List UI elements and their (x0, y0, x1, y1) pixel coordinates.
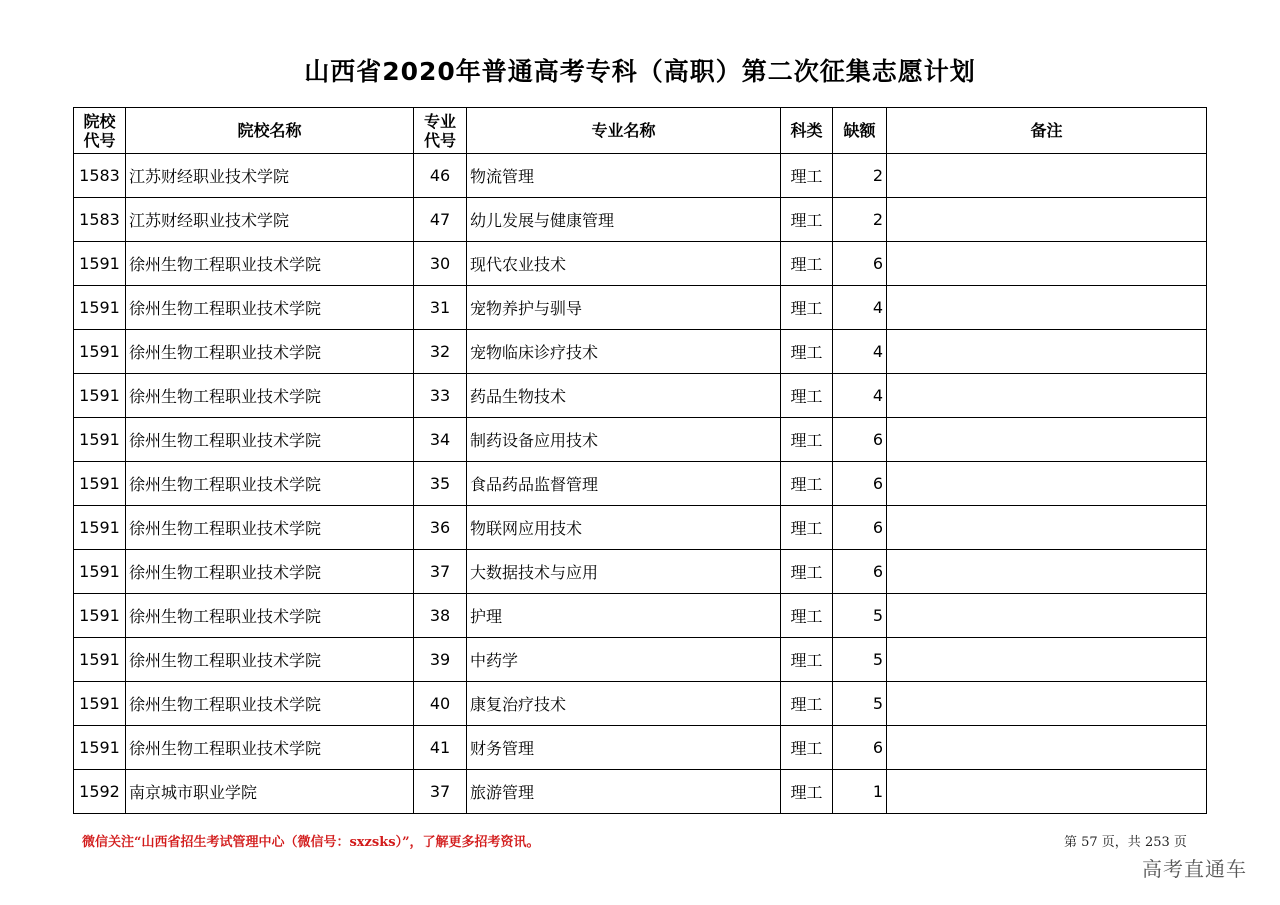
cell-school-name: 徐州生物工程职业技术学院 (126, 726, 414, 770)
cell-major-name: 药品生物技术 (467, 374, 781, 418)
page-title: 山西省2020年普通高考专科（高职）第二次征集志愿计划 (304, 57, 976, 86)
cell-quota: 6 (833, 242, 887, 286)
table-row (74, 638, 1207, 682)
cell-major-code: 46 (414, 154, 467, 198)
cell-remarks (887, 418, 1207, 462)
cell-quota: 2 (833, 154, 887, 198)
cell-school-name: 徐州生物工程职业技术学院 (126, 594, 414, 638)
cell-major-code: 37 (414, 770, 467, 814)
cell-major-name: 护理 (467, 594, 781, 638)
page-info: 第 57 页，共 253 页 (1064, 835, 1187, 850)
cell-remarks (887, 638, 1207, 682)
cell-school-name: 徐州生物工程职业技术学院 (126, 330, 414, 374)
cell-major-name: 大数据技术与应用 (467, 550, 781, 594)
cell-major-code: 34 (414, 418, 467, 462)
cell-quota: 5 (833, 682, 887, 726)
table-row (74, 506, 1207, 550)
cell-category: 理工 (781, 462, 833, 506)
cell-school-name: 徐州生物工程职业技术学院 (126, 242, 414, 286)
cell-major-name: 物流管理 (467, 154, 781, 198)
cell-major-name: 宠物养护与驯导 (467, 286, 781, 330)
table-row (74, 462, 1207, 506)
cell-category: 理工 (781, 330, 833, 374)
cell-school-name: 江苏财经职业技术学院 (126, 198, 414, 242)
cell-school-name: 徐州生物工程职业技术学院 (126, 462, 414, 506)
cell-remarks (887, 770, 1207, 814)
cell-remarks (887, 286, 1207, 330)
header-school-code: 院校 代号 (74, 108, 126, 154)
cell-remarks (887, 682, 1207, 726)
cell-quota: 1 (833, 770, 887, 814)
cell-category: 理工 (781, 506, 833, 550)
cell-remarks (887, 506, 1207, 550)
cell-school-code: 1583 (74, 154, 126, 198)
cell-quota: 4 (833, 374, 887, 418)
header-school-name: 院校名称 (126, 108, 414, 154)
cell-major-name: 财务管理 (467, 726, 781, 770)
cell-category: 理工 (781, 594, 833, 638)
cell-school-name: 徐州生物工程职业技术学院 (126, 550, 414, 594)
cell-remarks (887, 198, 1207, 242)
cell-major-name: 中药学 (467, 638, 781, 682)
cell-school-code: 1592 (74, 770, 126, 814)
cell-quota: 4 (833, 286, 887, 330)
cell-remarks (887, 374, 1207, 418)
cell-school-name: 南京城市职业学院 (126, 770, 414, 814)
cell-major-code: 39 (414, 638, 467, 682)
cell-major-name: 物联网应用技术 (467, 506, 781, 550)
cell-major-name: 康复治疗技术 (467, 682, 781, 726)
cell-quota: 2 (833, 198, 887, 242)
table-row (74, 330, 1207, 374)
cell-major-code: 33 (414, 374, 467, 418)
cell-school-code: 1583 (74, 198, 126, 242)
cell-major-name: 制药设备应用技术 (467, 418, 781, 462)
cell-category: 理工 (781, 154, 833, 198)
cell-major-code: 40 (414, 682, 467, 726)
cell-school-code: 1591 (74, 330, 126, 374)
cell-school-name: 徐州生物工程职业技术学院 (126, 682, 414, 726)
cell-major-name: 食品药品监督管理 (467, 462, 781, 506)
cell-category: 理工 (781, 198, 833, 242)
cell-quota: 6 (833, 506, 887, 550)
cell-remarks (887, 154, 1207, 198)
cell-school-code: 1591 (74, 506, 126, 550)
cell-quota: 6 (833, 462, 887, 506)
cell-school-code: 1591 (74, 682, 126, 726)
table-row (74, 594, 1207, 638)
cell-remarks (887, 330, 1207, 374)
cell-school-name: 徐州生物工程职业技术学院 (126, 374, 414, 418)
plan-table (73, 107, 1207, 814)
cell-category: 理工 (781, 726, 833, 770)
cell-remarks (887, 550, 1207, 594)
table-row (74, 770, 1207, 814)
cell-school-code: 1591 (74, 550, 126, 594)
cell-category: 理工 (781, 638, 833, 682)
cell-school-code: 1591 (74, 242, 126, 286)
cell-school-code: 1591 (74, 374, 126, 418)
table-row (74, 286, 1207, 330)
header-category: 科类 (781, 108, 833, 154)
header-major-name: 专业名称 (467, 108, 781, 154)
cell-major-code: 47 (414, 198, 467, 242)
cell-school-code: 1591 (74, 462, 126, 506)
cell-category: 理工 (781, 242, 833, 286)
cell-remarks (887, 242, 1207, 286)
cell-quota: 6 (833, 418, 887, 462)
cell-category: 理工 (781, 770, 833, 814)
cell-school-code: 1591 (74, 726, 126, 770)
cell-category: 理工 (781, 374, 833, 418)
cell-school-code: 1591 (74, 594, 126, 638)
cell-school-name: 徐州生物工程职业技术学院 (126, 638, 414, 682)
cell-school-name: 徐州生物工程职业技术学院 (126, 286, 414, 330)
table-row (74, 374, 1207, 418)
cell-quota: 5 (833, 638, 887, 682)
footer-note: 微信关注“山西省招生考试管理中心（微信号：sxzsks）”，了解更多招考资讯。 (82, 835, 540, 850)
cell-remarks (887, 726, 1207, 770)
table-body (74, 154, 1207, 814)
cell-major-code: 30 (414, 242, 467, 286)
cell-category: 理工 (781, 682, 833, 726)
cell-major-code: 31 (414, 286, 467, 330)
cell-remarks (887, 594, 1207, 638)
cell-quota: 4 (833, 330, 887, 374)
cell-quota: 5 (833, 594, 887, 638)
table-row (74, 682, 1207, 726)
cell-school-name: 徐州生物工程职业技术学院 (126, 418, 414, 462)
table-row (74, 242, 1207, 286)
cell-major-code: 35 (414, 462, 467, 506)
table-row (74, 198, 1207, 242)
cell-major-name: 幼儿发展与健康管理 (467, 198, 781, 242)
cell-major-name: 旅游管理 (467, 770, 781, 814)
cell-remarks (887, 462, 1207, 506)
cell-major-code: 32 (414, 330, 467, 374)
table-header-row (74, 108, 1207, 154)
cell-school-code: 1591 (74, 286, 126, 330)
table-row (74, 550, 1207, 594)
cell-major-code: 37 (414, 550, 467, 594)
watermark: 高考直通车 (1142, 857, 1247, 881)
cell-category: 理工 (781, 550, 833, 594)
cell-school-code: 1591 (74, 638, 126, 682)
cell-major-name: 宠物临床诊疗技术 (467, 330, 781, 374)
table-row (74, 154, 1207, 198)
cell-major-code: 41 (414, 726, 467, 770)
cell-quota: 6 (833, 726, 887, 770)
table-row (74, 418, 1207, 462)
header-major-code: 专业 代号 (414, 108, 467, 154)
cell-quota: 6 (833, 550, 887, 594)
cell-major-code: 36 (414, 506, 467, 550)
cell-category: 理工 (781, 418, 833, 462)
cell-school-name: 徐州生物工程职业技术学院 (126, 506, 414, 550)
table-row (74, 726, 1207, 770)
cell-major-code: 38 (414, 594, 467, 638)
header-remarks: 备注 (887, 108, 1207, 154)
cell-school-name: 江苏财经职业技术学院 (126, 154, 414, 198)
cell-category: 理工 (781, 286, 833, 330)
cell-major-name: 现代农业技术 (467, 242, 781, 286)
header-quota: 缺额 (833, 108, 887, 154)
cell-school-code: 1591 (74, 418, 126, 462)
